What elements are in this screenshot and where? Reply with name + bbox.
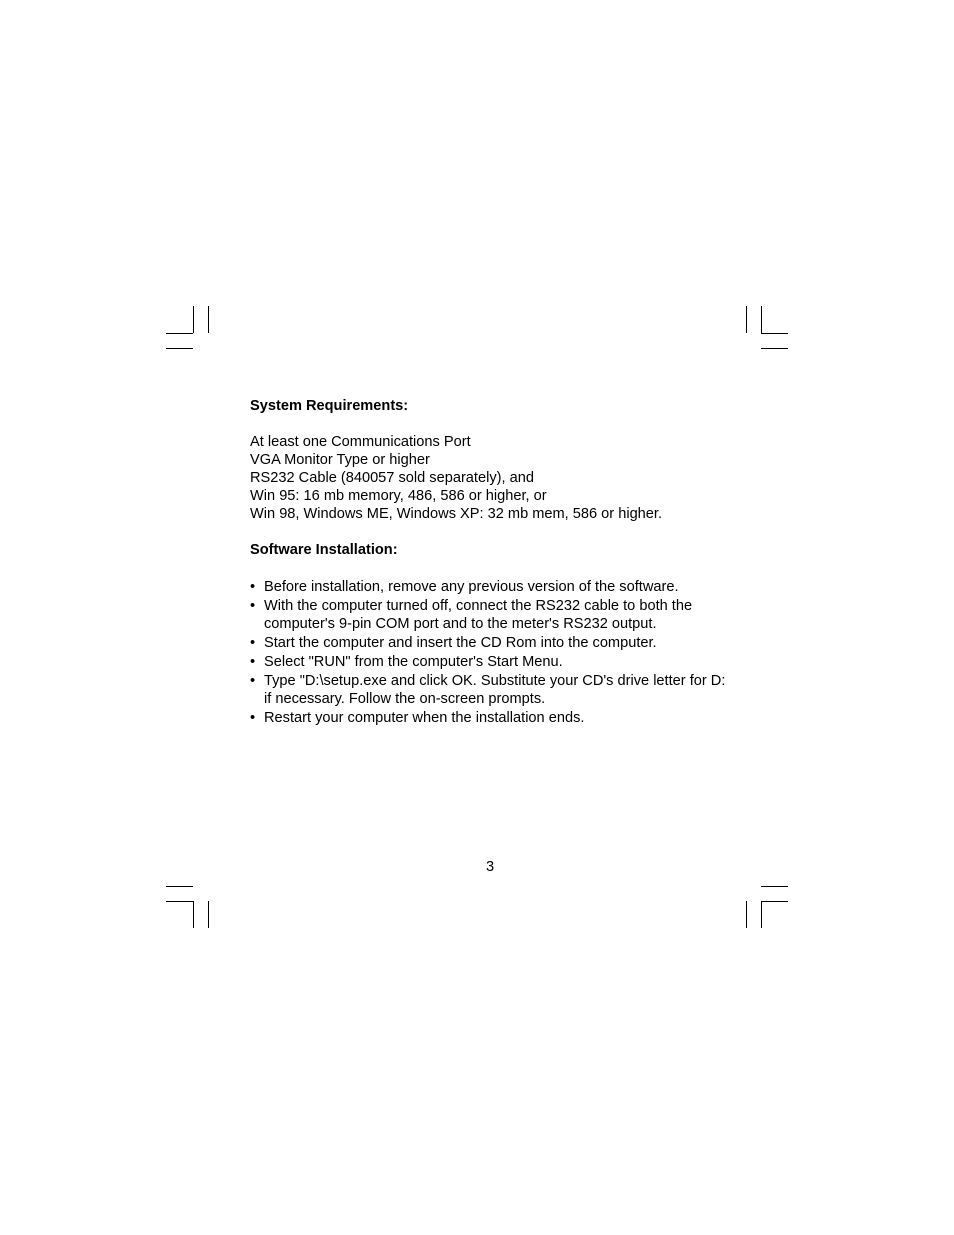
bullet-icon: • [250, 579, 256, 595]
list-item [250, 672, 730, 708]
crop-mark [746, 306, 747, 333]
step-text: Start the computer and insert the CD Rom into the computer. [264, 635, 657, 651]
list-item [250, 653, 730, 671]
bullet-icon: • [250, 654, 256, 670]
bullet-icon: • [250, 673, 256, 689]
crop-mark [166, 333, 193, 334]
crop-mark [761, 333, 788, 334]
step-text: Select "RUN" from the computer's Start Menu. [264, 654, 563, 670]
crop-mark [761, 886, 788, 887]
list-item [250, 634, 730, 652]
bullet-icon: • [250, 635, 256, 651]
bullet-icon: • [250, 710, 256, 726]
step-text: Before installation, remove any previous version of the software. [264, 579, 679, 595]
system-requirements-heading: System Requirements: [250, 398, 409, 414]
list-item: Win 98, Windows ME, Windows XP: 32 mb mem, 586 or higher. [250, 506, 663, 522]
step-text: Restart your computer when the installation ends. [264, 710, 585, 726]
list-item: At least one Communications Port [250, 434, 471, 450]
crop-mark [193, 306, 194, 333]
crop-mark [761, 348, 788, 349]
installation-steps-list [250, 578, 730, 727]
software-installation-heading: Software Installation: [250, 542, 398, 558]
page-content [250, 397, 730, 728]
list-item: Win 95: 16 mb memory, 486, 586 or higher, or [250, 488, 547, 504]
crop-mark [208, 306, 209, 333]
crop-mark [761, 306, 762, 333]
crop-mark [166, 886, 193, 887]
system-requirements-list [250, 433, 730, 523]
list-item: RS232 Cable (840057 sold separately), and [250, 470, 534, 486]
crop-mark [208, 901, 209, 928]
crop-mark [193, 901, 194, 928]
crop-mark [761, 901, 762, 928]
list-item [250, 709, 730, 727]
bullet-icon: • [250, 598, 256, 614]
list-item: VGA Monitor Type or higher [250, 452, 430, 468]
list-item [250, 597, 730, 633]
crop-mark [746, 901, 747, 928]
crop-mark [166, 901, 193, 902]
page-number: 3 [485, 859, 495, 875]
step-text: Type "D:\setup.exe and click OK. Substitute your CD's drive letter for D: if necessary. Follow the on-screen prompts. [264, 673, 726, 707]
list-item [250, 578, 730, 596]
step-text: With the computer turned off, connect the RS232 cable to both the computer's 9-pin COM port and to the meter's RS232 output. [264, 598, 693, 632]
crop-mark [761, 901, 788, 902]
crop-mark [166, 348, 193, 349]
